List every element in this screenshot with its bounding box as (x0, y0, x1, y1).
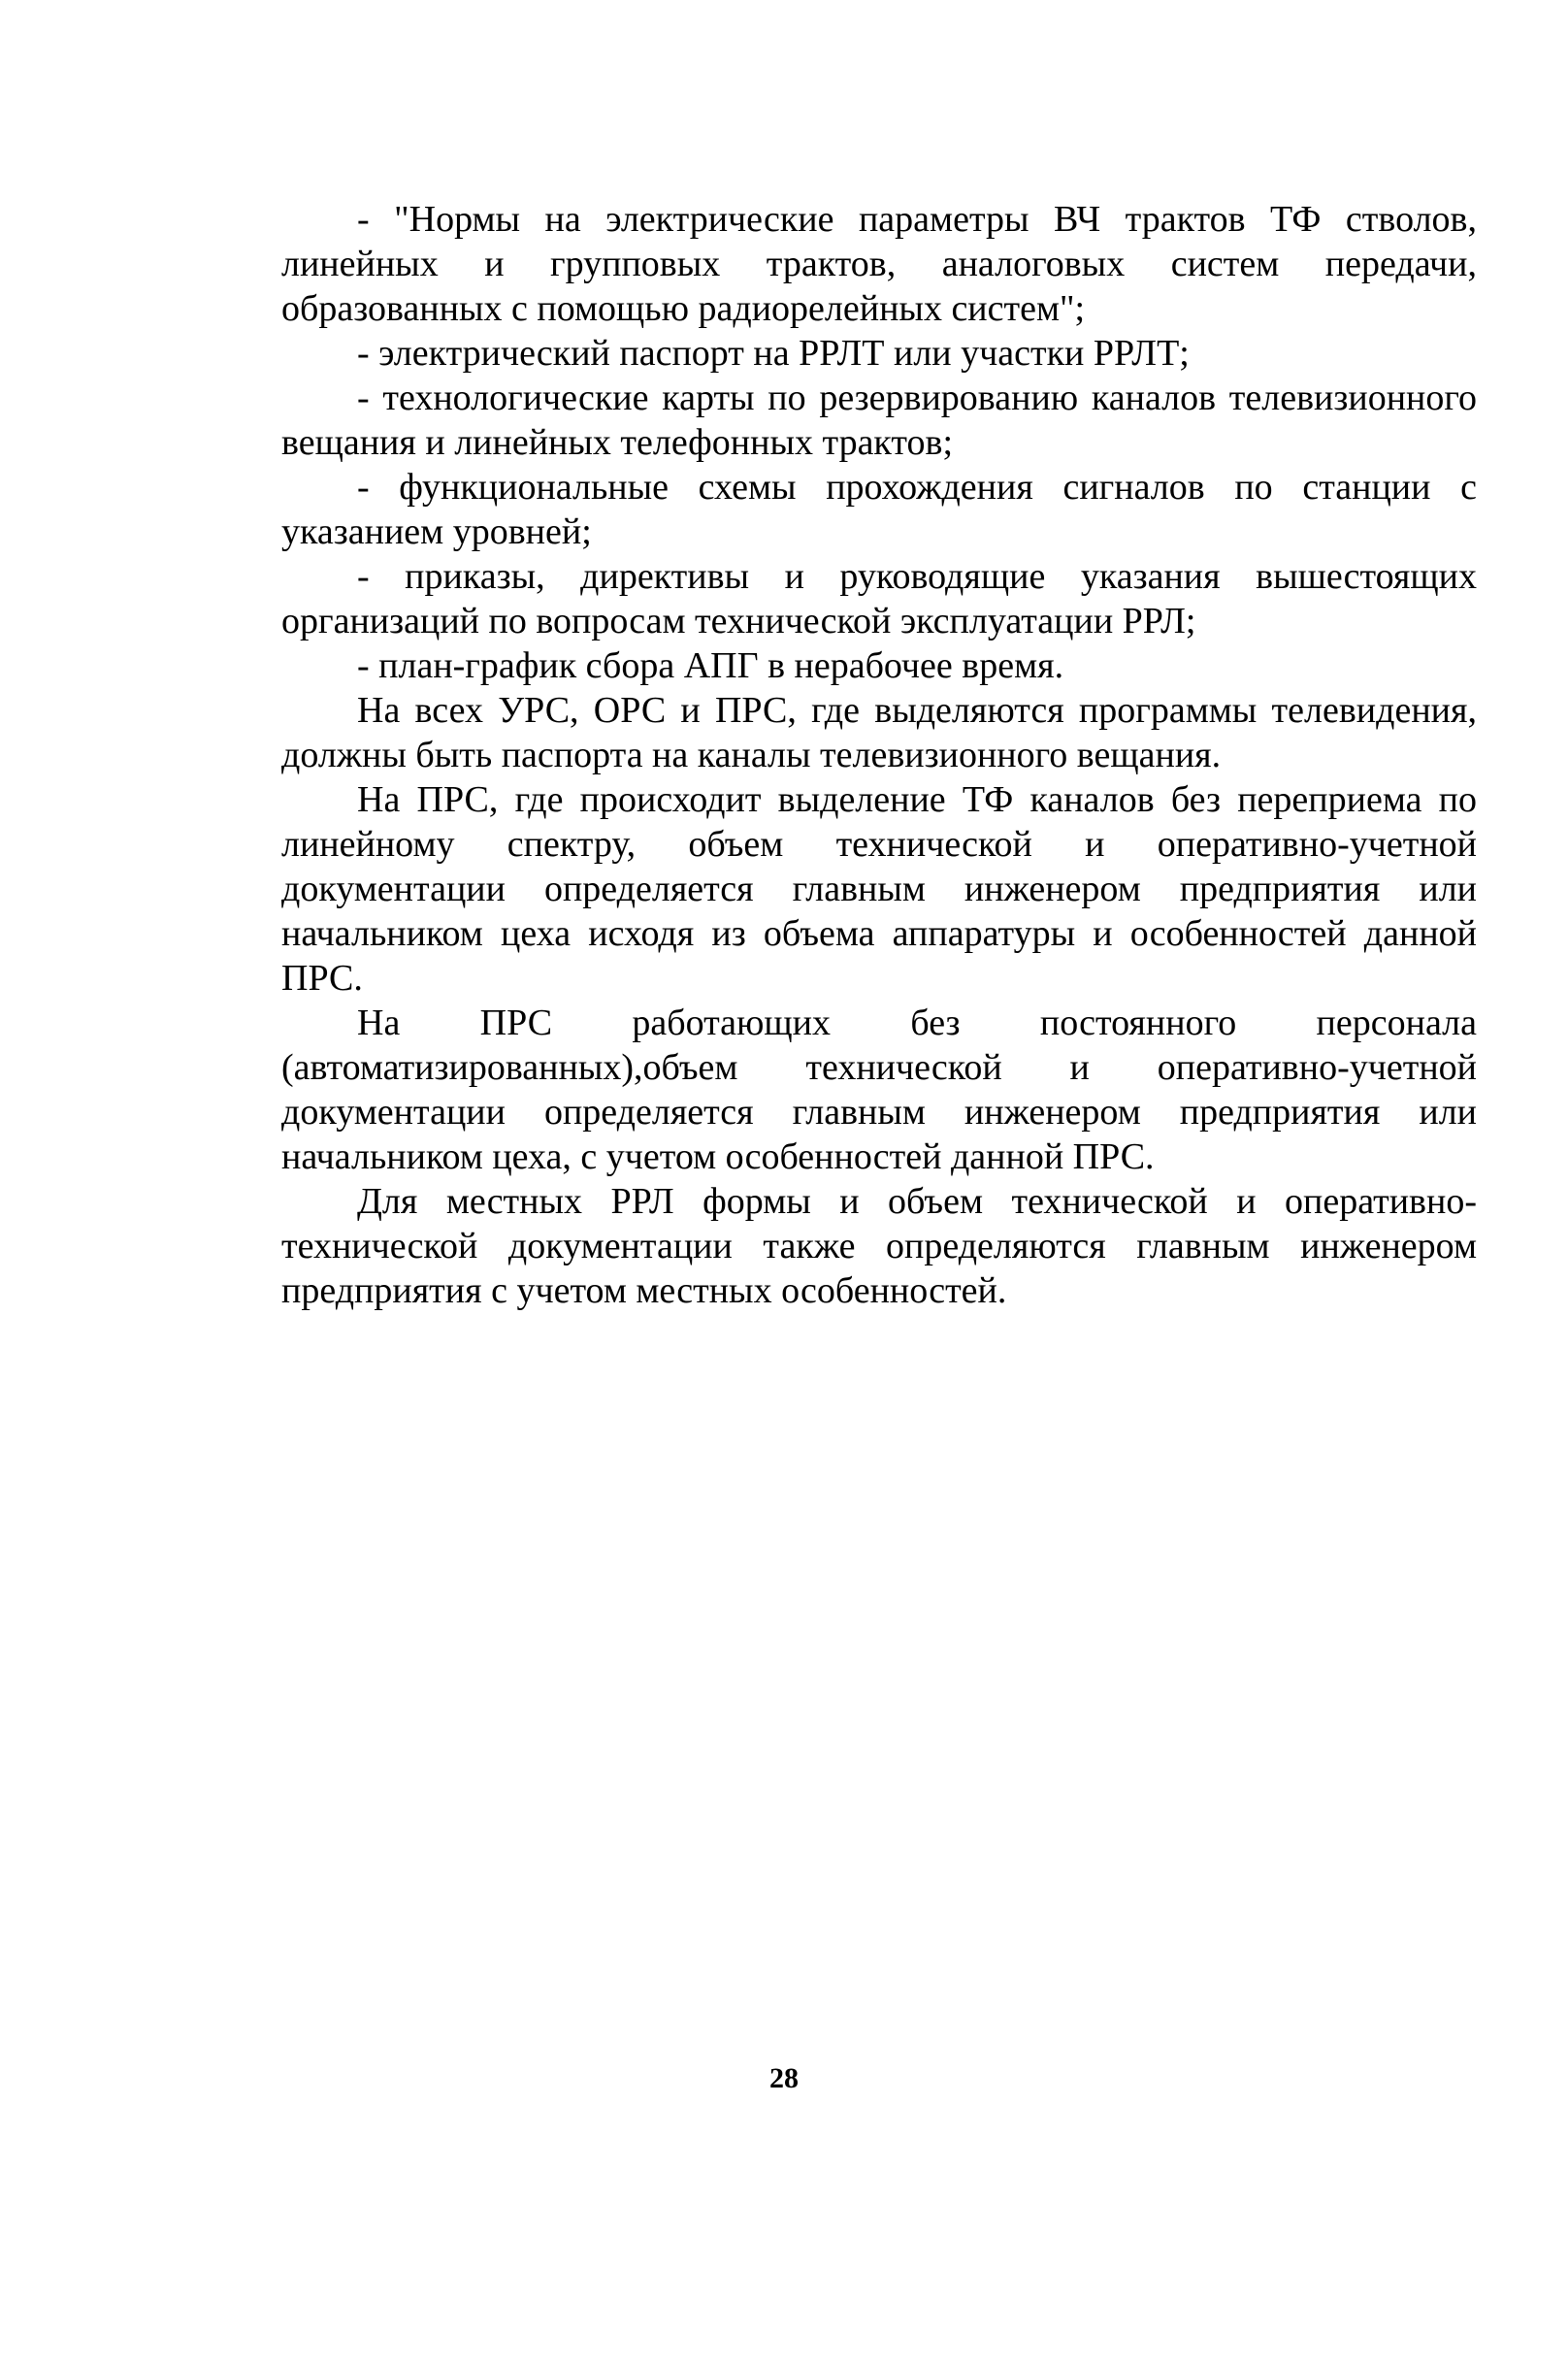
paragraph-tv-passports: На всех УРС, ОРС и ПРС, где выделяются программы телевидения, должны быть паспорта на каналы телевизионного вещания. (281, 690, 1477, 775)
paragraph-local-rrl: Для местных РРЛ формы и объем технической и оперативно-технической документации также определяются главным инженером предприятия с учетом местных особенностей. (281, 1181, 1477, 1311)
paragraph-prs-tf-channels: На ПРС, где происходит выделение ТФ каналов без переприема по линейному спектру, объем технической и оперативно-учетной документации определяется главным инженером предприятия или начальником цеха исходя из объема аппаратуры и особенностей данной ПРС. (281, 779, 1477, 999)
paragraph-schemes-list-item: - функциональные схемы прохождения сигналов по станции с указанием уровней; (281, 467, 1477, 552)
paragraph-norms-list-item: - "Нормы на электрические параметры ВЧ трактов ТФ стволов, линейных и групповых трактов, аналоговых систем передачи, образованных с помощью радиорелейных систем"; (281, 199, 1477, 329)
paragraph-schedule-list-item: - план-график сбора АПГ в нерабочее время. (357, 645, 1064, 686)
paragraph-orders-list-item: - приказы, директивы и руководящие указания вышестоящих организаций по вопросам технической эксплуатации РРЛ; (281, 556, 1477, 641)
paragraph-prs-unmanned: На ПРС работающих без постоянного персонала (автоматизированных),объем технической и оперативно-учетной документации определяется главным инженером предприятия или начальником цеха, с учетом особенностей данной ПРС. (281, 1003, 1477, 1177)
page-number: 28 (769, 2062, 799, 2094)
paragraph-tech-cards-list-item: - технологические карты по резервированию каналов телевизионного вещания и линейных телефонных трактов; (281, 378, 1477, 463)
paragraph-passport-list-item: - электрический паспорт на РРЛТ или участки РРЛТ; (357, 333, 1190, 374)
body-text (281, 197, 1477, 1313)
